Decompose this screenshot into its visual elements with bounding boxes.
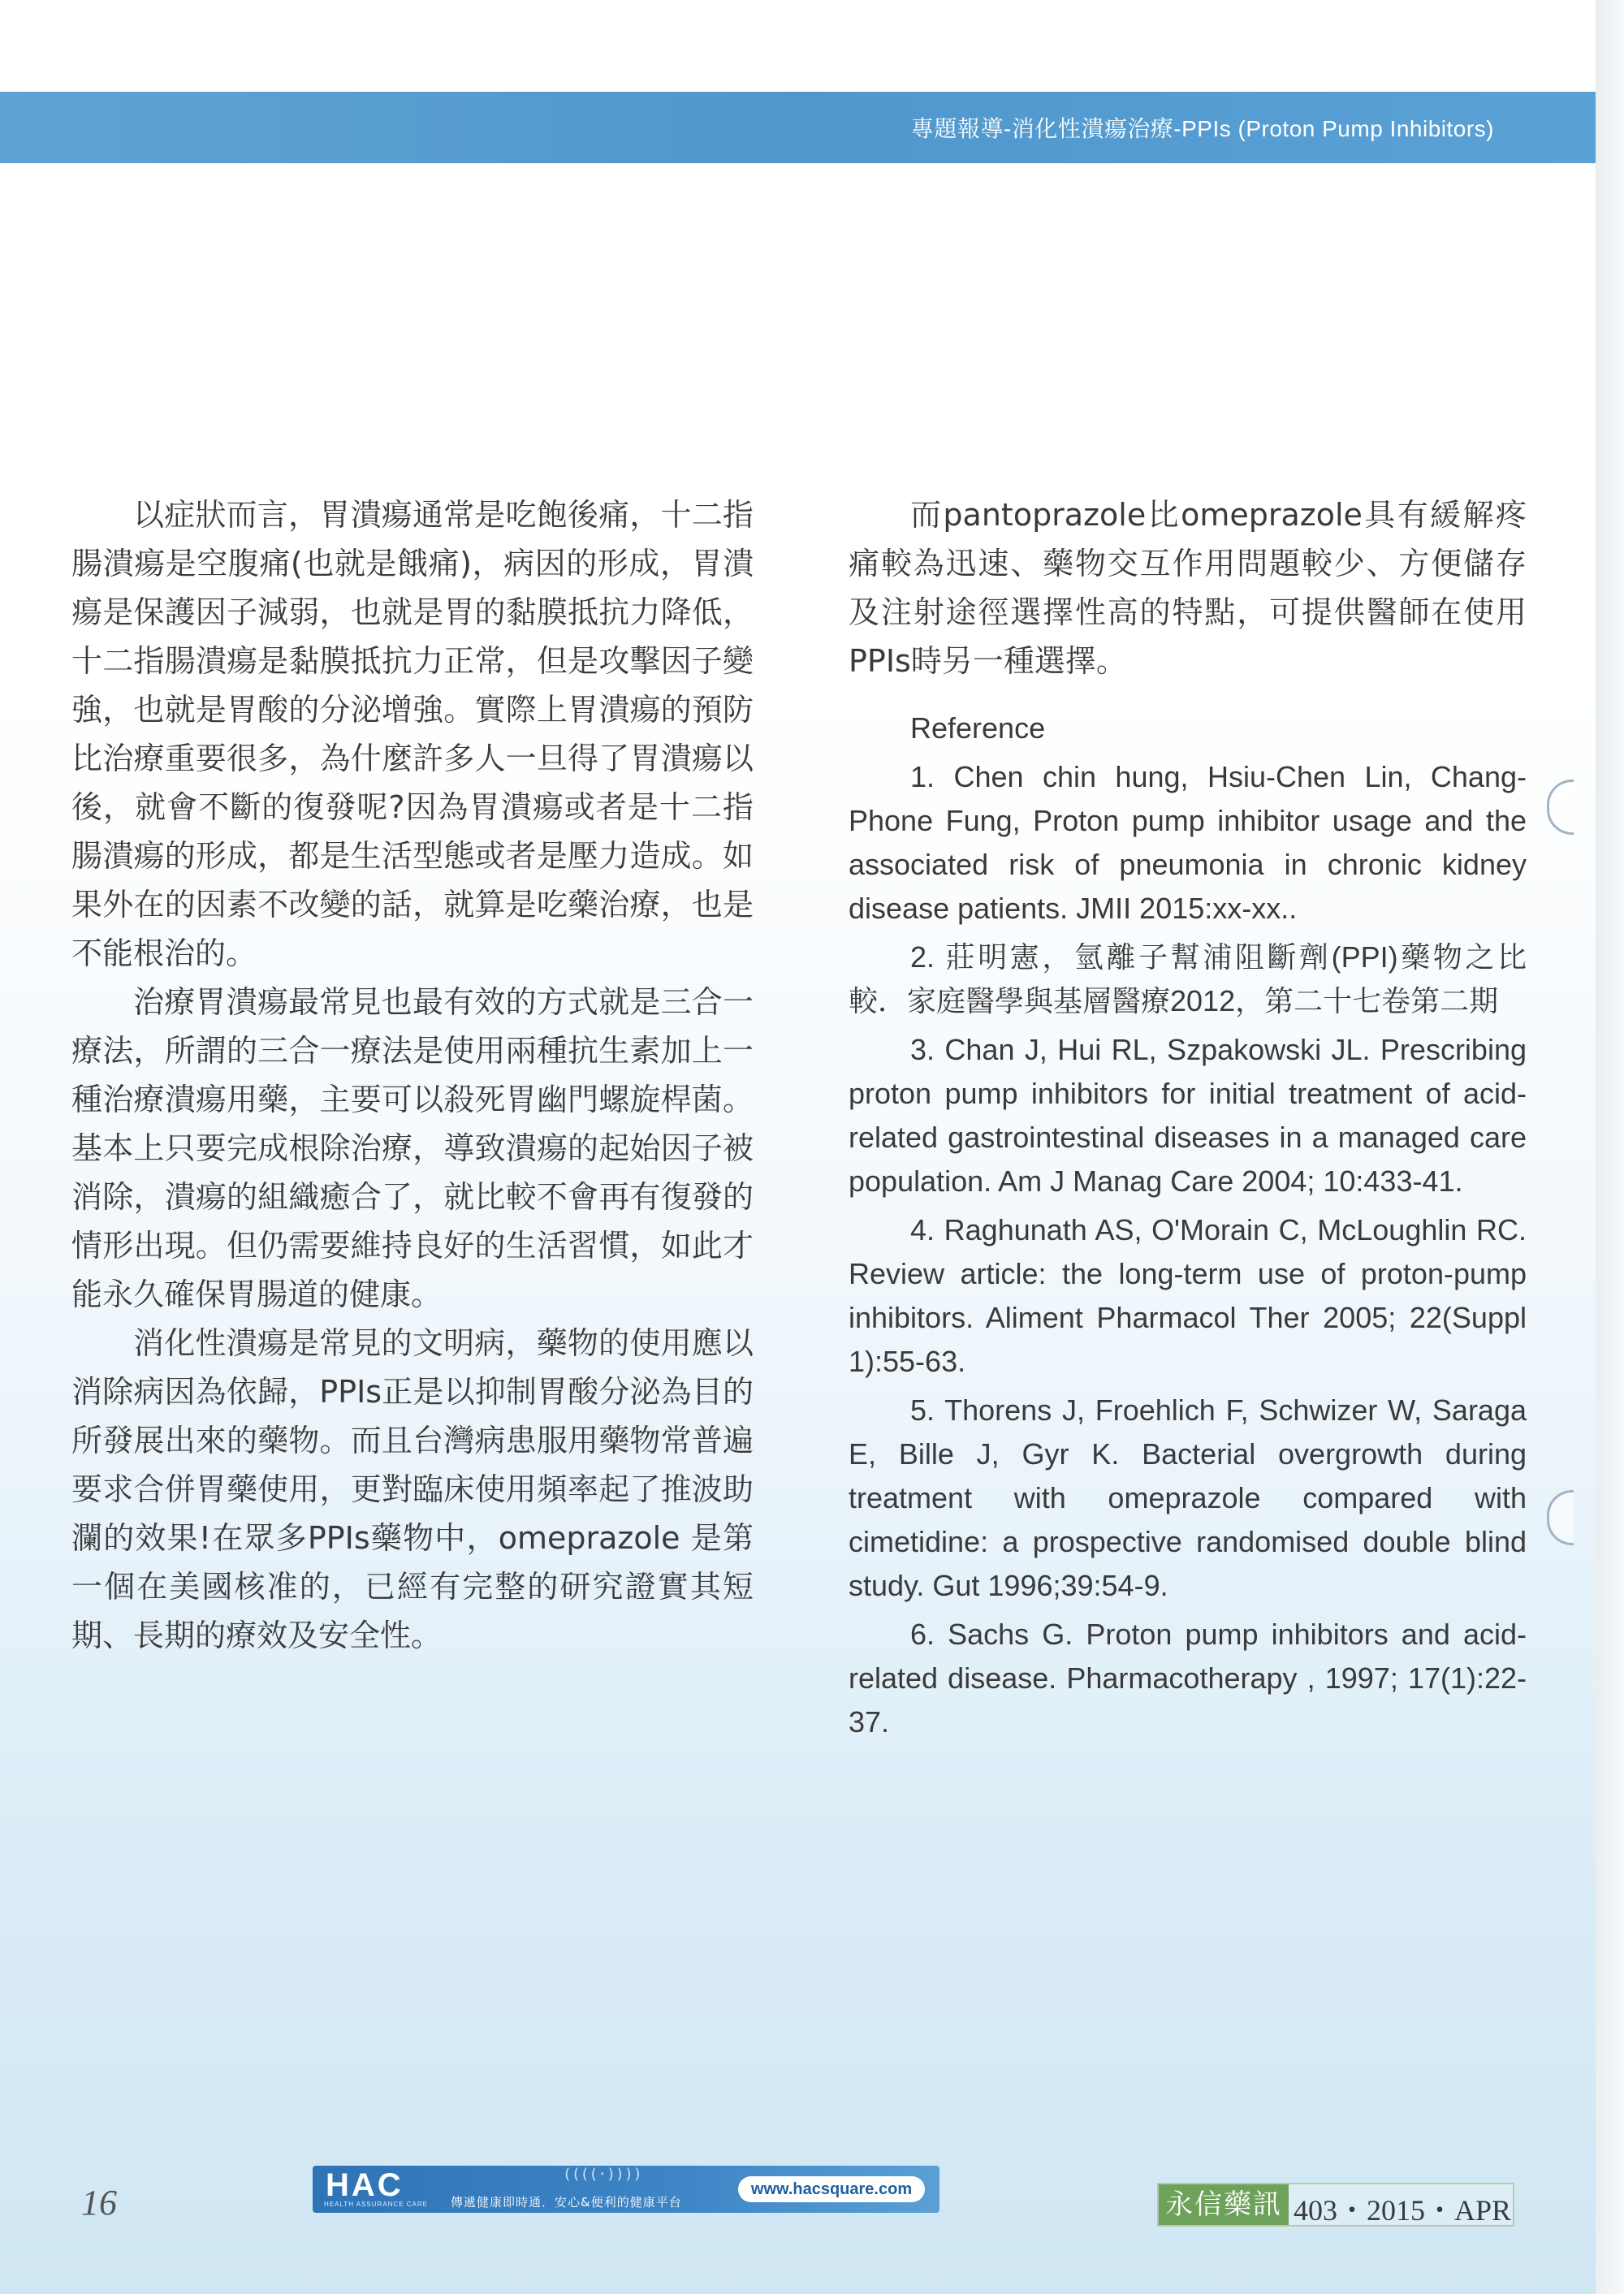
hac-banner[interactable] — [313, 2166, 939, 2213]
header-band — [0, 92, 1596, 163]
reference-heading: Reference — [910, 711, 1046, 745]
right-column — [849, 490, 1527, 1744]
signal-waves-icon: ((((·)))) — [563, 2166, 642, 2183]
page-edge — [1596, 0, 1624, 2294]
reference-item: 4. Raghunath AS, O'Morain C, McLoughlin RC. Review article: the long-term use of proton-pump inhibitors. Aliment Pharmacol Ther 2005; 22(Suppl 1):55-63. — [849, 1213, 1527, 1378]
banner-tagline: 傳遞健康即時通．安心&便利的健康平台 — [451, 2195, 682, 2210]
reference-item: 5. Thorens J, Froehlich F, Schwizer W, Saraga E, Bille J, Gyr K. Bacterial overgrowth during treatment with omeprazole compared with cimetidine: a prospective randomised double blind study. Gut 1996;39:54-9. — [849, 1393, 1527, 1602]
publication-brand: 永信藥訊 — [1159, 2184, 1289, 2225]
issue-label — [1157, 2183, 1514, 2227]
binder-ring-icon — [1547, 780, 1574, 835]
website-link[interactable]: www.hacsquare.com — [738, 2176, 925, 2202]
issue-number: 403・2015・APR — [1294, 2194, 1512, 2227]
reference-item: 2. 莊明憲，氫離子幫浦阻斷劑(PPI)藥物之比較．家庭醫學與基層醫療2012，第二十七卷第二期 — [849, 940, 1527, 1017]
page-number: 16 — [81, 2183, 117, 2223]
reference-item: 1. Chen chin hung, Hsiu-Chen Lin, Chang-Phone Fung, Proton pump inhibitor usage and the associated risk of pneumonia in chronic kidney disease patients. JMII 2015:xx-xx.. — [849, 760, 1527, 925]
binder-ring-icon — [1547, 1490, 1574, 1545]
left-column — [71, 490, 754, 1660]
header-title: 專題報導-消化性潰瘍治療-PPIs (Proton Pump Inhibitors) — [910, 116, 1494, 141]
hac-logo-subtitle: HEALTH ASSURANCE CARE — [324, 2201, 428, 2208]
body-paragraph: 治療胃潰瘍最常見也最有效的方式就是三合一療法，所謂的三合一療法是使用兩種抗生素加上一種治療潰瘍用藥，主要可以殺死胃幽門螺旋桿菌。基本上只要完成根除治療，導致潰瘍的起始因子被消除，潰瘍的組織癒合了，就比較不會再有復發的情形出現。但仍需要維持良好的生活習慣，如此才能永久確保胃腸道的健康。 — [71, 984, 754, 1312]
body-paragraph: 消化性潰瘍是常見的文明病，藥物的使用應以消除病因為依歸，PPIs正是以抑制胃酸分泌為目的所發展出來的藥物。而且台灣病患服用藥物常普遍要求合併胃藥使用，更對臨床使用頻率起了推波助瀾的效果!在眾多PPIs藥物中，omeprazole 是第一個在美國核准的，已經有完整的研究證實其短期、長期的療效及安全性。 — [71, 1325, 754, 1653]
reference-item: 3. Chan J, Hui RL, Szpakowski JL. Prescribing proton pump inhibitors for initial treatment of acid-related gastrointestinal diseases in a managed care population. Am J Manag Care 2004; 10:433-41. — [849, 1033, 1527, 1198]
reference-item: 6. Sachs G. Proton pump inhibitors and acid-related disease. Pharmacotherapy , 1997; 17(1):22-37. — [849, 1618, 1527, 1739]
body-paragraph: 以症狀而言，胃潰瘍通常是吃飽後痛，十二指腸潰瘍是空腹痛(也就是餓痛)，病因的形成，胃潰瘍是保護因子減弱，也就是胃的黏膜抵抗力降低，十二指腸潰瘍是黏膜抵抗力正常，但是攻擊因子變強，也就是胃酸的分泌增強。實際上胃潰瘍的預防比治療重要很多，為什麼許多人一旦得了胃潰瘍以後，就會不斷的復發呢?因為胃潰瘍或者是十二指腸潰瘍的形成，都是生活型態或者是壓力造成。如果外在的因素不改變的話，就算是吃藥治療，也是不能根治的。 — [71, 497, 754, 971]
body-paragraph: 而pantoprazole比omeprazole具有緩解疼痛較為迅速、藥物交互作用問題較少、方便儲存及注射途徑選擇性高的特點，可提供醫師在使用PPIs時另一種選擇。 — [849, 497, 1527, 679]
hac-logo: HAC — [326, 2167, 404, 2203]
